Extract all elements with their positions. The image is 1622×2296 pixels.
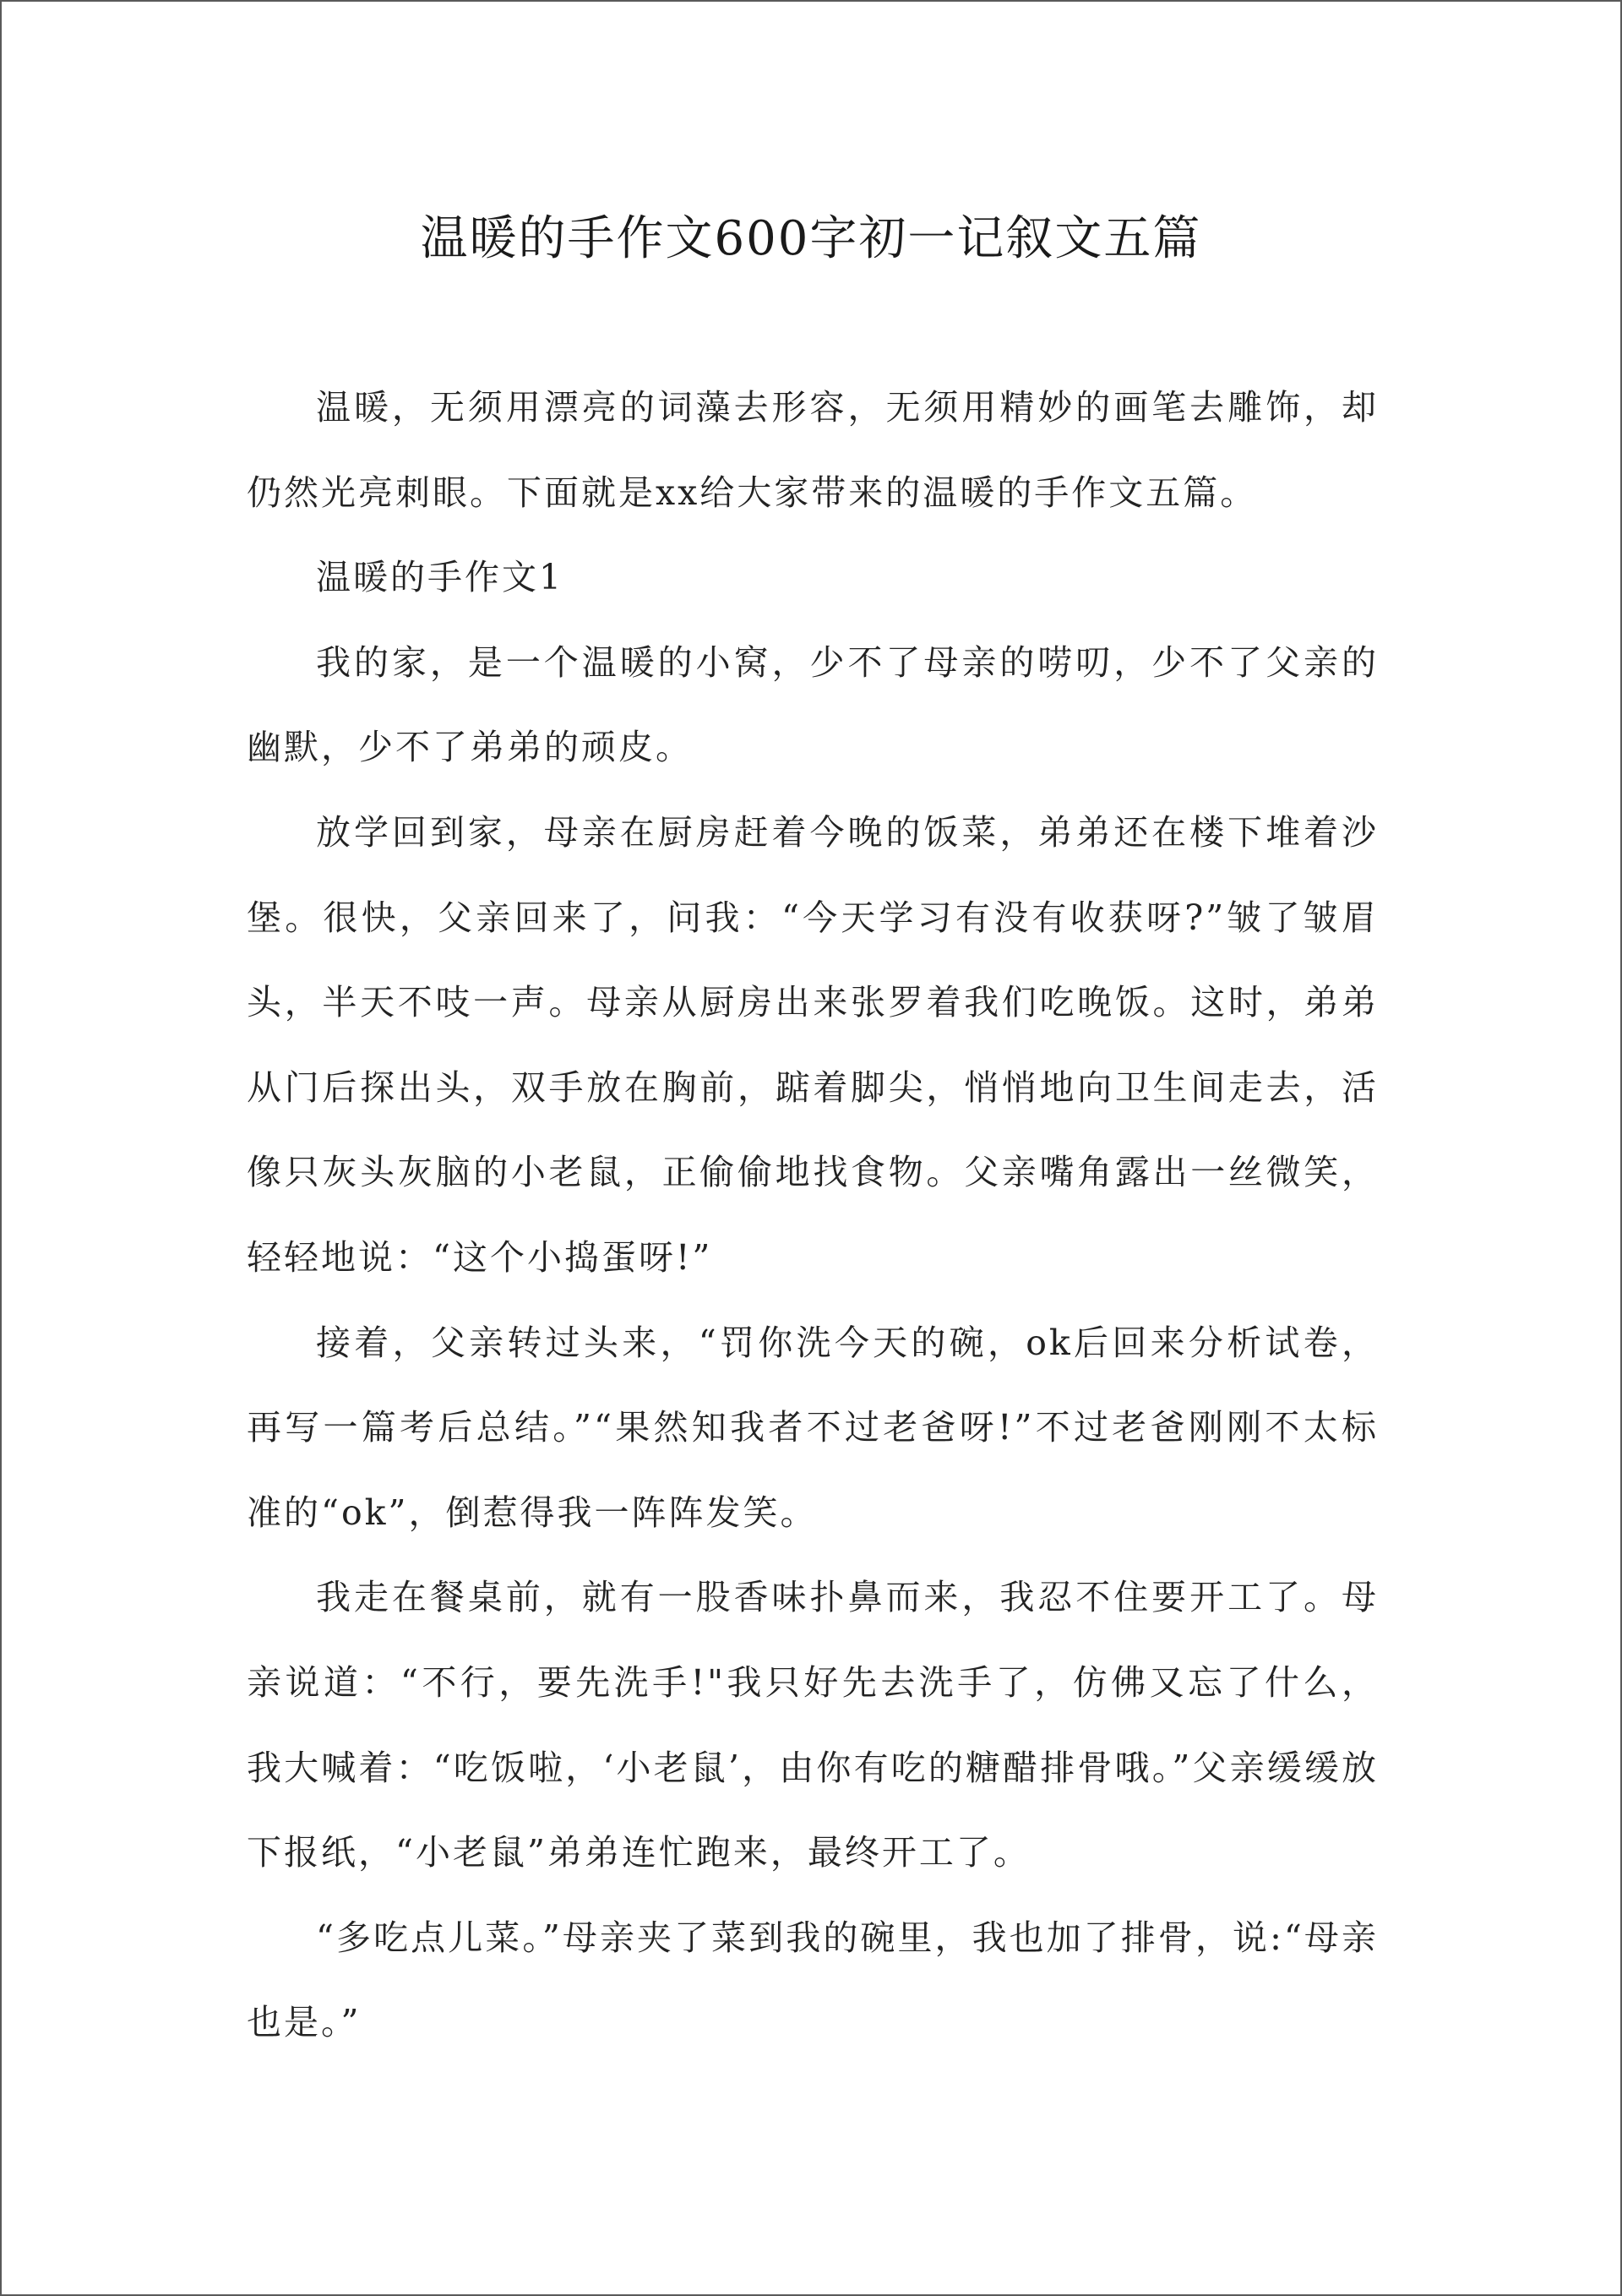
paragraph: “多吃点儿菜。”母亲夹了菜到我的碗里，我也加了排骨，说:“母亲也是。”	[247, 1917, 1379, 2043]
paragraph-intro: 温暖，无须用漂亮的词藻去形容，无须用精妙的画笔去雕饰，却仍然光亮刺眼。下面就是xx给大家带来的温暖的手作文五篇。	[247, 387, 1379, 513]
paragraph: 接着，父亲转过头来，“罚你洗今天的碗，ok后回来分析试卷，再写一篇考后总结。”“果然知我者不过老爸呀!”不过老爸刚刚不太标准的“ok”，倒惹得我一阵阵发笑。	[247, 1322, 1379, 1533]
paragraph: 我走在餐桌前，就有一股香味扑鼻而来，我忍不住要开工了。母亲说道：“不行，要先洗手!"我只好先去洗手了，仿佛又忘了什么，我大喊着：“吃饭啦，‘小老鼠’，由你有吃的糖醋排骨哦。”父亲缓缓放下报纸，“小老鼠”弟弟连忙跑来，最终开工了。	[247, 1577, 1379, 1873]
paragraph: 我的家，是一个温暖的小窝，少不了母亲的唠叨，少不了父亲的幽默，少不了弟弟的顽皮。	[247, 641, 1379, 768]
document-body	[247, 365, 1379, 2065]
paragraph: 放学回到家，母亲在厨房赶着今晚的饭菜，弟弟还在楼下堆着沙堡。很快，父亲回来了，问我：“今天学习有没有收获呀?”皱了皱眉头，半天不吱一声。母亲从厨房出来张罗着我们吃晚饭。这时，弟弟从门后探出头，双手放在胸前，踮着脚尖，悄悄地向卫生间走去，活像只灰头灰脑的小老鼠，正偷偷地找食物。父亲嘴角露出一丝微笑，轻轻地说：“这个小捣蛋呀!”	[247, 811, 1379, 1278]
document-title: 温暖的手作文600字初一记叙文五篇	[420, 211, 1202, 266]
section-heading: 温暖的手作文1	[316, 557, 564, 598]
